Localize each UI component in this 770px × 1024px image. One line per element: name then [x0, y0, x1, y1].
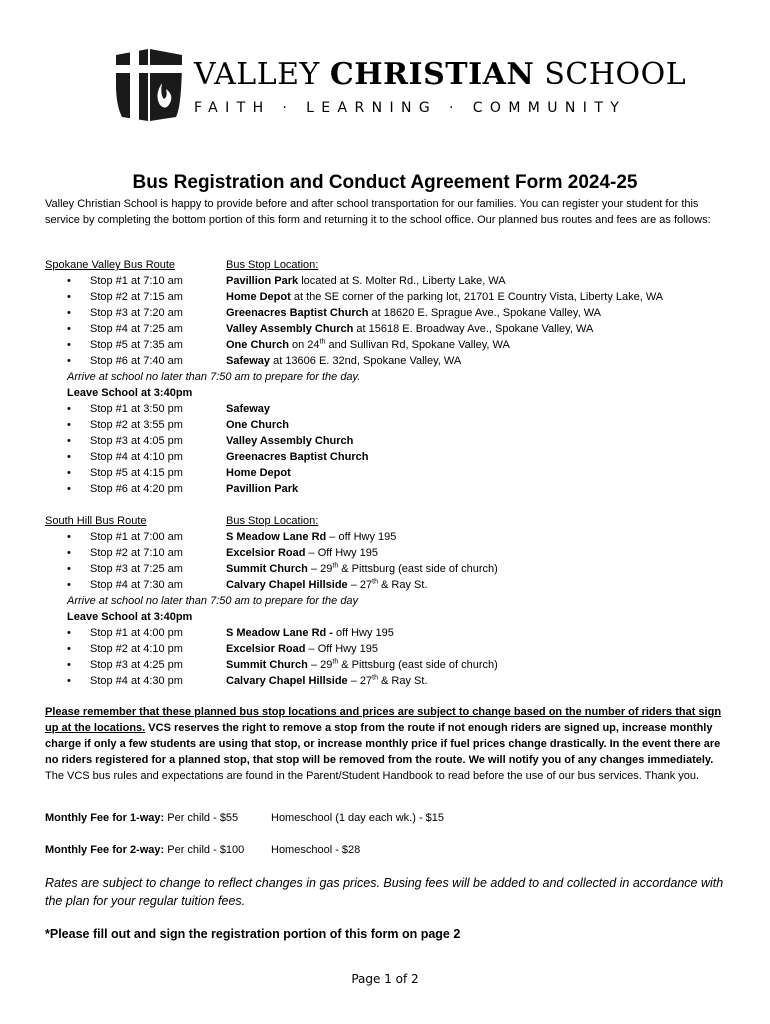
intro-paragraph: Valley Christian School is happy to provide before and after school transportation for our families. You can register your student for this service by completing the bottom portion of this form and returning it to the school office. Our planned bus routes and fees are as follows: [45, 198, 711, 226]
stop-place: Excelsior Road [226, 643, 306, 655]
stop-detail: at 18620 E. Sprague Ave., Spokane Valley, WA [368, 307, 602, 319]
stop-detail: at 15618 E. Broadway Ave., Spokane Valley, WA [353, 323, 594, 335]
stop-time: Stop #2 at 7:10 am [90, 547, 183, 559]
stop-detail: – Off Hwy 195 [305, 643, 379, 655]
stop-place: Excelsior Road [226, 547, 306, 559]
stop-time: Stop #4 at 7:25 am [90, 323, 183, 335]
stop-time: Stop #2 at 7:15 am [90, 291, 183, 303]
stop-place: Home Depot [226, 291, 291, 303]
stop-detail: – 29th & Pittsburg (east side of church) [307, 562, 498, 575]
stop-row [45, 625, 735, 641]
leave-heading: Leave School at 3:40pm [67, 387, 193, 399]
stop-place: S Meadow Lane Rd - [226, 627, 333, 639]
bullet-icon: • [67, 675, 71, 687]
stop-location [226, 417, 289, 433]
stop-row [45, 673, 735, 689]
stop-location [226, 449, 368, 465]
fee-two-way: Monthly Fee for 2-way: Per child - $100 Homeschool - $28 [45, 844, 361, 856]
change-notice: Please remember that these planned bus stop locations and prices are subject to change based on the number of riders that sign up at the locations. VCS reserves the right to remove a stop from the route if not enough riders are signed up, increase monthly charge if only a few students are using that stop, or increase monthly price if fuel prices change drastically. In the event there are no riders registered for a planned stop, that stop will be removed from the route. We will notify you of any changes immediately. The VCS bus rules and expectations are found in the Parent/Student Handbook to read before the use of our bus services. Thank you. [45, 706, 722, 782]
stop-row [45, 321, 735, 337]
stop-row [45, 577, 735, 593]
stop-location [226, 641, 378, 657]
stop-location [226, 273, 506, 289]
rates-note: Rates are subject to change to reflect changes in gas prices. Busing fees will be added to and collected in accordance with the plan for your regular tuition fees. [45, 876, 724, 908]
homeschool-fee: Homeschool - $28 [271, 844, 361, 856]
stop-detail: at 13606 E. 32nd, Spokane Valley, WA [270, 355, 462, 367]
stop-place: Calvary Chapel Hillside [226, 579, 348, 591]
bullet-icon: • [67, 483, 71, 495]
stop-detail: – 27th & Ray St. [347, 674, 428, 687]
stop-row [45, 337, 735, 353]
stop-row [45, 481, 735, 497]
bullet-icon: • [67, 451, 71, 463]
form-title: Bus Registration and Conduct Agreement Form 2024-25 [132, 172, 638, 193]
stop-location [226, 289, 663, 305]
stop-time: Stop #3 at 4:05 pm [90, 435, 183, 447]
stop-time: Stop #5 at 7:35 am [90, 339, 183, 351]
stop-row [45, 353, 735, 369]
stop-place: Safeway [226, 355, 271, 367]
stop-place: Pavillion Park [226, 275, 299, 287]
bullet-icon: • [67, 643, 71, 655]
stop-place: Valley Assembly Church [226, 435, 354, 447]
bullet-icon: • [67, 659, 71, 671]
stop-detail: – 27th & Ray St. [347, 578, 428, 591]
page-number: Page 1 of 2 [351, 972, 419, 986]
bullet-icon: • [67, 531, 71, 543]
stop-place: Greenacres Baptist Church [226, 307, 369, 319]
stop-time: Stop #4 at 4:10 pm [90, 451, 183, 463]
stop-location [226, 625, 394, 641]
stop-location [226, 321, 593, 337]
stop-row [45, 529, 735, 545]
bullet-icon: • [67, 339, 71, 351]
spokane-valley-route [45, 257, 735, 497]
stop-row [45, 449, 735, 465]
stop-row [45, 433, 735, 449]
stop-detail: – 29th & Pittsburg (east side of church) [307, 658, 498, 671]
stop-place: Valley Assembly Church [226, 323, 354, 335]
stop-detail: on 24th and Sullivan Rd, Spokane Valley, WA [288, 338, 510, 351]
stop-place: One Church [226, 419, 289, 431]
stop-row [45, 641, 735, 657]
stop-location [226, 577, 428, 593]
stop-location [226, 433, 353, 449]
stop-location [226, 353, 461, 369]
stop-location [226, 529, 396, 545]
arrive-note: Arrive at school no later than 7:50 am to prepare for the day [67, 595, 359, 607]
stop-place: Calvary Chapel Hillside [226, 675, 348, 687]
stop-time: Stop #3 at 4:25 pm [90, 659, 183, 671]
south-hill-route [45, 513, 735, 689]
stop-time: Stop #6 at 4:20 pm [90, 483, 183, 495]
stop-location [226, 481, 298, 497]
stop-time: Stop #1 at 4:00 pm [90, 627, 183, 639]
homeschool-fee: Homeschool (1 day each wk.) - $15 [271, 812, 445, 824]
stop-row [45, 305, 735, 321]
stop-time: Stop #1 at 3:50 pm [90, 403, 183, 415]
stop-place: Pavillion Park [226, 483, 299, 495]
stop-detail: at the SE corner of the parking lot, 21701 E Country Vista, Liberty Lake, WA [290, 291, 664, 303]
stop-place: Summit Church [226, 563, 308, 575]
stop-time: Stop #2 at 4:10 pm [90, 643, 183, 655]
location-heading: Bus Stop Location: [226, 515, 319, 527]
stop-location [226, 305, 601, 321]
stop-time: Stop #5 at 4:15 pm [90, 467, 183, 479]
stop-time: Stop #6 at 7:40 am [90, 355, 183, 367]
school-name: VALLEY CHRISTIAN SCHOOL [194, 57, 687, 92]
school-tagline: FAITH · LEARNING · COMMUNITY [194, 100, 627, 116]
stop-detail: – Off Hwy 195 [305, 547, 379, 559]
bullet-icon: • [67, 563, 71, 575]
bullet-icon: • [67, 547, 71, 559]
location-heading: Bus Stop Location: [226, 259, 319, 271]
bullet-icon: • [67, 307, 71, 319]
leave-heading: Leave School at 3:40pm [67, 611, 193, 623]
stop-time: Stop #1 at 7:00 am [90, 531, 183, 543]
stop-time: Stop #2 at 3:55 pm [90, 419, 183, 431]
stop-detail: – off Hwy 195 [326, 531, 397, 543]
bullet-icon: • [67, 435, 71, 447]
bullet-icon: • [67, 403, 71, 415]
fill-out-instruction: *Please fill out and sign the registration portion of this form on page 2 [45, 927, 461, 941]
stop-place: Summit Church [226, 659, 308, 671]
stop-place: One Church [226, 339, 289, 351]
bullet-icon: • [67, 467, 71, 479]
bullet-icon: • [67, 419, 71, 431]
school-logo [114, 45, 687, 125]
stop-row [45, 401, 735, 417]
stop-place: S Meadow Lane Rd [226, 531, 327, 543]
bullet-icon: • [67, 355, 71, 367]
stop-row [45, 465, 735, 481]
stop-time: Stop #4 at 7:30 am [90, 579, 183, 591]
stop-time: Stop #4 at 4:30 pm [90, 675, 183, 687]
bullet-icon: • [67, 291, 71, 303]
stop-time: Stop #3 at 7:25 am [90, 563, 183, 575]
stop-place: Home Depot [226, 467, 291, 479]
route-heading: Spokane Valley Bus Route [45, 259, 176, 271]
stop-location [226, 545, 378, 561]
stop-location [226, 401, 270, 417]
bullet-icon: • [67, 275, 71, 287]
stop-time: Stop #3 at 7:20 am [90, 307, 183, 319]
stop-row [45, 273, 735, 289]
cross-and-flame-logo-icon [114, 45, 184, 125]
stop-row [45, 657, 735, 673]
stop-location [226, 657, 498, 673]
stop-time: Stop #1 at 7:10 am [90, 275, 183, 287]
route-heading: South Hill Bus Route [45, 515, 147, 527]
stop-detail: off Hwy 195 [332, 627, 394, 639]
stop-detail: located at S. Molter Rd., Liberty Lake, WA [298, 275, 506, 287]
stop-location [226, 337, 510, 353]
bullet-icon: • [67, 627, 71, 639]
fee-one-way: Monthly Fee for 1-way: Per child - $55 Homeschool (1 day each wk.) - $15 [45, 812, 445, 824]
stop-row [45, 561, 735, 577]
stop-row [45, 545, 735, 561]
stop-row [45, 417, 735, 433]
stop-location [226, 673, 428, 689]
stop-location [226, 561, 498, 577]
stop-place: Safeway [226, 403, 271, 415]
arrive-note: Arrive at school no later than 7:50 am to prepare for the day. [67, 371, 361, 383]
bullet-icon: • [67, 323, 71, 335]
stop-row [45, 289, 735, 305]
stop-place: Greenacres Baptist Church [226, 451, 369, 463]
stop-location [226, 465, 291, 481]
bullet-icon: • [67, 579, 71, 591]
